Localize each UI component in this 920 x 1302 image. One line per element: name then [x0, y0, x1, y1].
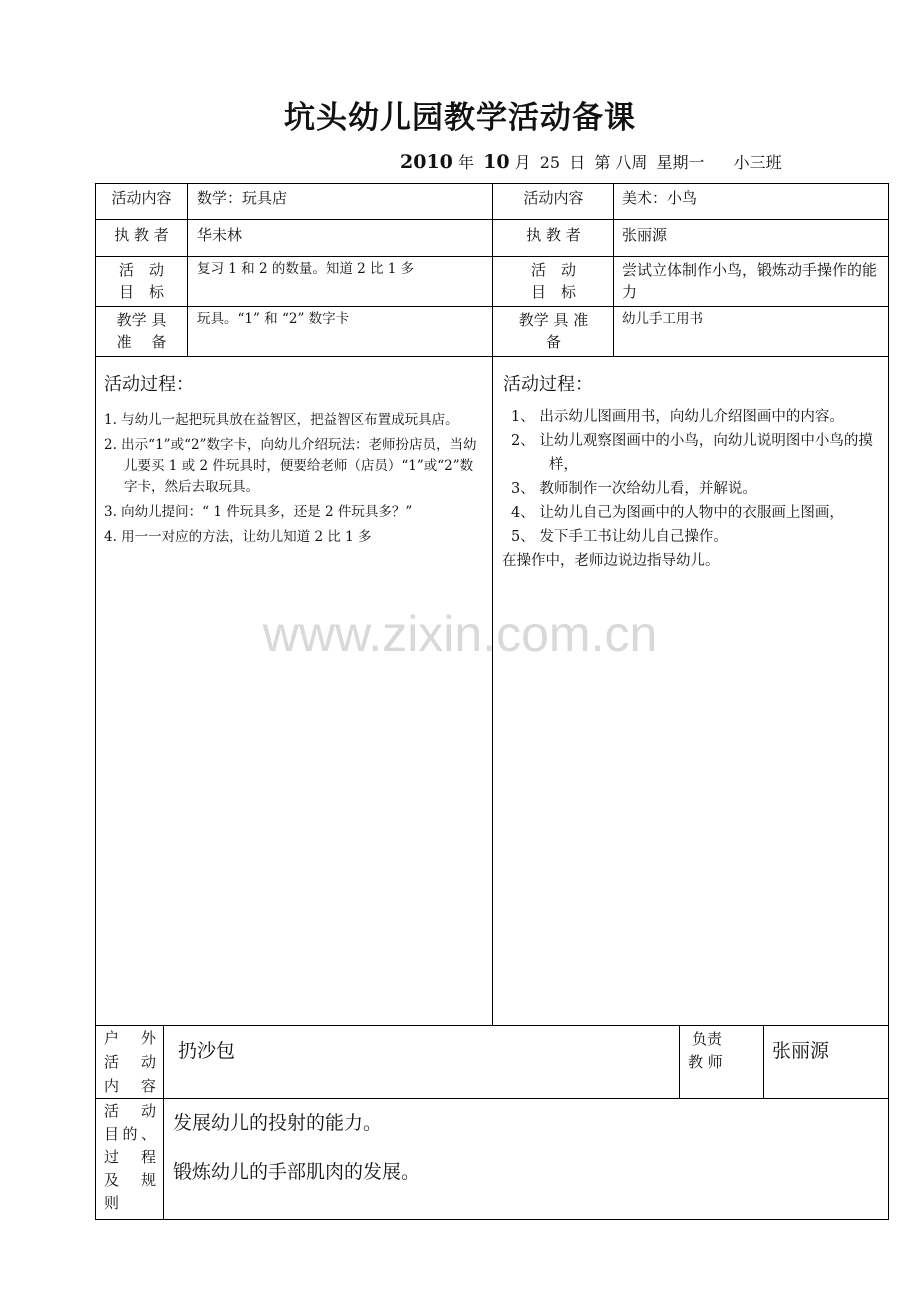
prep-label-line: 备: [545, 333, 561, 351]
week: 第 八周: [594, 153, 648, 172]
month: 10: [483, 151, 510, 173]
left-goal-value: 复习 1 和 2 的数量。知道 2 比 1 多: [197, 261, 415, 277]
outdoor-label-line: 内 容: [104, 1077, 156, 1095]
right-prep-label: [494, 309, 613, 353]
purpose-label: [104, 1100, 156, 1215]
left-prep-label: [96, 309, 187, 353]
left-goal-label: [96, 259, 187, 303]
process-step: 2. 出示“1”或“2”数字卡，向幼儿介绍玩法：老师扮店员，当幼儿要买 1 或 2 件玩具时，便要给老师（店员）“1”或“2”数字卡，然后去取玩具。: [104, 437, 477, 495]
right-content-label: 活动内容: [523, 189, 584, 207]
day: 25: [539, 153, 561, 172]
weekday: 星期一: [656, 153, 705, 172]
purpose-label-line: 及 规: [104, 1171, 156, 1189]
left-teacher-label: 执 教 者: [114, 226, 169, 244]
process-step: 4. 用一一对应的方法，让幼儿知道 2 比 1 多: [104, 529, 372, 545]
purpose-label-line: 目的、: [104, 1125, 156, 1143]
left-process-title: 活动过程：: [104, 374, 194, 395]
outdoor-teacher-label: [688, 1028, 758, 1074]
goal-label-line: 活 动: [118, 261, 164, 279]
right-goal-label: [494, 259, 613, 303]
day-unit: 日: [569, 153, 586, 172]
outdoor-label-line: 活 动: [104, 1053, 156, 1071]
row-divider: [95, 1098, 889, 1099]
purpose-line: 锻炼幼儿的手部肌肉的发展。: [173, 1161, 421, 1183]
month-unit: 月: [514, 153, 531, 172]
right-process-title: 活动过程：: [503, 374, 593, 395]
goal-label-line: 目 标: [530, 283, 576, 301]
left-content-value: 数学：玩具店: [197, 189, 288, 207]
col-divider: [679, 1025, 680, 1098]
right-teacher-value: 张丽源: [622, 226, 668, 244]
right-prep-value: 幼儿手工用书: [622, 311, 703, 327]
col-divider: [613, 183, 614, 356]
process-step: 4、 让幼儿自己为图画中的人物中的衣服画上图画，: [511, 505, 844, 521]
purpose-label-line: 过 程: [104, 1148, 156, 1166]
year-unit: 年: [457, 153, 474, 172]
year: 2010: [400, 151, 453, 173]
purpose-line: 发展幼儿的投射的能力。: [173, 1112, 383, 1134]
page-title: 坑头幼儿园教学活动备课: [284, 100, 636, 136]
col-divider: [163, 1025, 164, 1220]
left-teacher-value: 华未林: [197, 226, 243, 244]
outdoor-teacher-label-line: 负责: [692, 1030, 723, 1048]
process-step: 5、 发下手工书让幼儿自己操作。: [511, 529, 728, 545]
purpose-label-line: 则: [104, 1194, 120, 1212]
right-footer-note: 在操作中，老师边说边指导幼儿。: [502, 553, 720, 569]
left-process-steps: [104, 410, 484, 552]
left-content-label: 活动内容: [111, 189, 172, 207]
class-name: 小三班: [733, 153, 782, 172]
outdoor-label-line: 户 外: [104, 1029, 156, 1047]
outdoor-label: [104, 1026, 156, 1098]
right-goal-value: 尝试立体制作小鸟，锻炼动手操作的能力: [622, 261, 878, 301]
process-step: 1、 出示幼儿图画用书，向幼儿介绍图画中的内容。: [511, 409, 844, 425]
prep-label-line: 准 备: [116, 333, 167, 351]
goal-label-line: 活 动: [530, 261, 576, 279]
process-step: 2、 让幼儿观察图画中的小鸟，向幼儿说明图中小鸟的摸样，: [511, 433, 873, 473]
outdoor-teacher-value: 张丽源: [772, 1040, 830, 1062]
date-line: [400, 150, 786, 173]
purpose-label-line: 活 动: [104, 1102, 156, 1120]
right-content-value: 美术：小鸟: [622, 189, 698, 207]
left-prep-value: 玩具。“1” 和 “2” 数字卡: [197, 311, 350, 327]
goal-label-line: 目 标: [118, 283, 164, 301]
col-divider: [763, 1025, 764, 1098]
col-divider: [187, 183, 188, 356]
prep-label-line: 教学 具: [116, 311, 167, 329]
process-step: 1. 与幼儿一起把玩具放在益智区，把益智区布置成玩具店。: [104, 412, 459, 428]
watermark: www.zixin.com.cn: [262, 606, 658, 662]
prep-label-line: 教学 具 准: [518, 311, 589, 329]
process-step: 3、 教师制作一次给幼儿看，并解说。: [511, 481, 757, 497]
right-process-steps: [511, 405, 883, 549]
outdoor-teacher-label-line: 教 师: [688, 1053, 723, 1071]
right-teacher-label: 执 教 者: [526, 226, 581, 244]
process-step: 3. 向幼儿提问：“ 1 件玩具多，还是 2 件玩具多？”: [104, 504, 413, 520]
outdoor-activity-value: 扔沙包: [178, 1040, 236, 1062]
